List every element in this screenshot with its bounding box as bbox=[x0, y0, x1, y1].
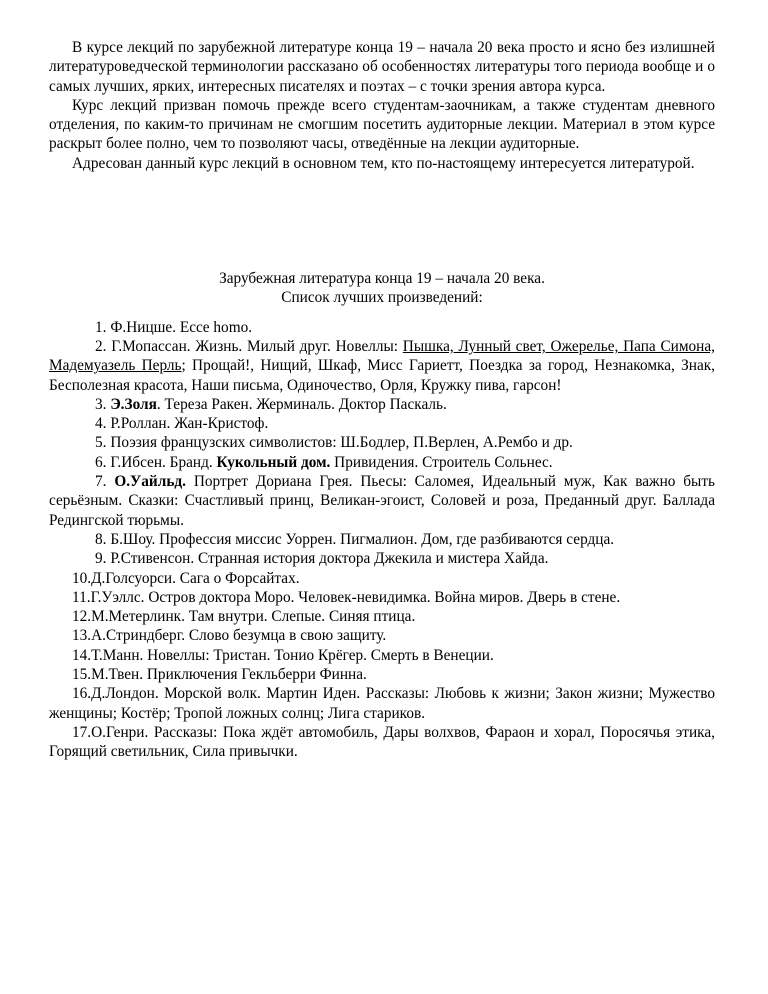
list-item-number: 8. bbox=[95, 530, 107, 548]
list-item-number: 7. bbox=[95, 473, 107, 491]
list-item bbox=[49, 549, 715, 568]
list-item-text: Ф.Ницше. Ecce homo. bbox=[110, 318, 253, 336]
list-heading-line-1: Зарубежная литература конца 19 – начала 20 века. bbox=[219, 270, 545, 288]
list-item-text: Г.Ибсен. Бранд. bbox=[110, 453, 217, 471]
list-item-text: . Тереза Ракен. Жерминаль. Доктор Паскаль. bbox=[156, 395, 447, 413]
underlined-titles: Пышка, Лунный свет, Ожерелье, Папа Симона, Мадемуазель Перль bbox=[49, 337, 715, 375]
list-item bbox=[49, 646, 715, 665]
list-item-number: 15. bbox=[72, 666, 92, 684]
list-item-text: Привидения. Строитель Сольнес. bbox=[330, 453, 553, 471]
title-bold: Кукольный дом. bbox=[216, 453, 331, 471]
list-item bbox=[49, 588, 715, 607]
list-item-number: 1. bbox=[95, 318, 107, 336]
list-item-number: 13. bbox=[72, 627, 92, 645]
list-item-number: 14. bbox=[72, 646, 92, 664]
list-item bbox=[49, 626, 715, 645]
list-item bbox=[49, 607, 715, 626]
list-item-text: Б.Шоу. Профессия миссис Уоррен. Пигмалион. Дом, где разбиваются сердца. bbox=[110, 530, 615, 548]
list-item-text: О.Генри. Рассказы: Пока ждёт автомобиль, Дары волхвов, Фараон и хорал, Поросячья этика, Горящий светильник, Сила привычки. bbox=[49, 723, 715, 761]
list-item bbox=[49, 723, 715, 762]
intro-paragraph-1: В курсе лекций по зарубежной литературе конца 19 – начала 20 века просто и ясно без излишней литературоведческой терминологии рассказано об особенностях литературы того периода вообще и о самых лучших, ярких, интересных писателях и поэтах – с точки зрения автора курса. bbox=[49, 39, 715, 95]
list-item-text: Р.Стивенсон. Странная история доктора Джекила и мистера Хайда. bbox=[110, 550, 549, 568]
list-item bbox=[49, 433, 715, 452]
list-item-number: 16. bbox=[72, 685, 92, 703]
list-item-text: Д.Голсуорси. Сага о Форсайтах. bbox=[91, 569, 300, 587]
author-bold: О.Уайльд. bbox=[114, 473, 186, 491]
list-item bbox=[49, 337, 715, 395]
list-item-text: М.Твен. Приключения Гекльберри Финна. bbox=[91, 666, 367, 684]
list-item-number: 17. bbox=[72, 723, 92, 741]
list-item-number: 12. bbox=[72, 608, 92, 626]
intro-paragraph-2: Курс лекций призван помочь прежде всего студентам-заочникам, а также студентам дневного отделения, по каким-то причинам не смогшим посетить аудиторные лекции. Материал в этом курсе раскрыт более полно, чем то позволяют часы, отведённые на лекции аудиторные. bbox=[49, 96, 715, 153]
author-bold: Э.Золя bbox=[110, 395, 157, 413]
list-item-text: ; Прощай!, Нищий, Шкаф, Мисс Гариетт, Поездка за город, Незнакомка, Знак, Бесполезная красота, Наши письма, Одиночество, Орля, Кружку пива, гарсон! bbox=[49, 357, 715, 394]
list-item-text: Т.Манн. Новеллы: Тристан. Тонио Крёгер. Смерть в Венеции. bbox=[91, 646, 494, 664]
list-item bbox=[49, 472, 715, 530]
list-item-number: 10. bbox=[72, 569, 92, 587]
list-item-text: М.Метерлинк. Там внутри. Слепые. Синяя птица. bbox=[91, 608, 416, 626]
list-item bbox=[49, 530, 715, 549]
section-spacer bbox=[49, 173, 715, 269]
list-item bbox=[49, 569, 715, 588]
list-item-text: Г.Мопассан. Жизнь. Милый друг. Новеллы: bbox=[111, 337, 403, 355]
list-item bbox=[49, 395, 715, 414]
list-item-number: 2. bbox=[95, 337, 107, 355]
list-item-text: Р.Роллан. Жан-Кристоф. bbox=[110, 415, 269, 433]
list-item-text: А.Стриндберг. Слово безумца в свою защиту. bbox=[91, 627, 387, 645]
list-item-number: 3. bbox=[95, 395, 107, 413]
list-item bbox=[49, 414, 715, 433]
list-item-number: 9. bbox=[95, 550, 107, 568]
list-item bbox=[49, 665, 715, 684]
list-item bbox=[49, 318, 715, 337]
list-item-number: 11. bbox=[72, 588, 91, 606]
list-item-text: Портрет Дориана Грея. Пьесы: Саломея, Идеальный муж, Как важно быть серьёзным. Сказки: Счастливый принц, Великан-эгоист, Соловей и роза, Преданный друг. Баллада Редингской тюрьмы. bbox=[49, 473, 715, 529]
list-item bbox=[49, 453, 715, 472]
intro-paragraph-3: Адресован данный курс лекций в основном тем, кто по-настоящему интересуется литературой. bbox=[72, 154, 695, 172]
list-item bbox=[49, 684, 715, 723]
list-item-text: Г.Уэллс. Остров доктора Моро. Человек-невидимка. Война миров. Дверь в стене. bbox=[90, 588, 621, 606]
list-item-number: 6. bbox=[95, 453, 107, 471]
list-item-number: 4. bbox=[95, 415, 107, 433]
document-page bbox=[49, 38, 715, 762]
list-item-text: Д.Лондон. Морской волк. Мартин Иден. Рассказы: Любовь к жизни; Закон жизни; Мужество женщины; Костёр; Тропой ложных солнц; Лига стариков. bbox=[49, 685, 715, 722]
list-item-number: 5. bbox=[95, 434, 107, 452]
list-heading-line-2: Список лучших произведений: bbox=[281, 289, 483, 307]
list-item-text: Поэзия французских символистов: Ш.Бодлер, П.Верлен, А.Рембо и др. bbox=[110, 434, 573, 452]
